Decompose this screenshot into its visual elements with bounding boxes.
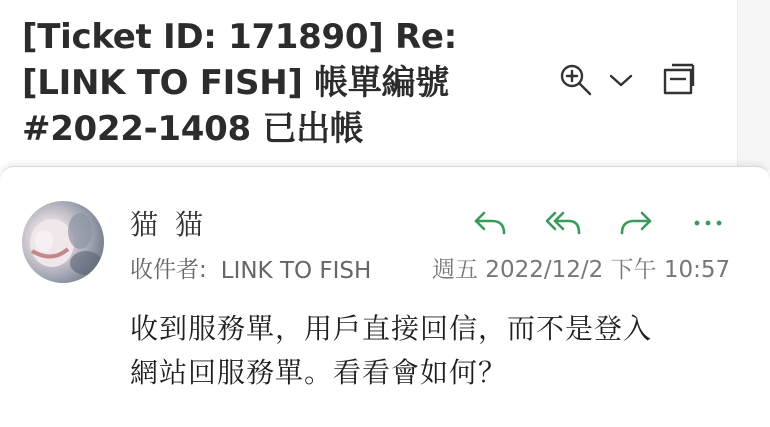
zoom-in-icon — [558, 62, 594, 98]
avatar[interactable] — [22, 201, 104, 283]
zoom-dropdown-button[interactable] — [603, 62, 639, 98]
reply-all-button[interactable] — [544, 205, 584, 241]
reply-icon — [472, 208, 508, 238]
open-window-button[interactable] — [658, 58, 700, 100]
message-card — [0, 166, 770, 427]
more-options-button[interactable] — [688, 205, 728, 241]
subject-line: #2022-1408 已出帳 — [22, 109, 364, 149]
recipient-row — [130, 251, 391, 284]
recipient-label: 收件者: — [130, 257, 207, 283]
sender-name[interactable]: 猫 猫 — [130, 208, 207, 241]
avatar-photo-icon — [22, 201, 104, 283]
reply-button[interactable] — [470, 205, 510, 241]
side-strip — [737, 0, 770, 170]
reply-all-icon — [545, 208, 583, 238]
zoom-button[interactable] — [556, 60, 596, 100]
message-date: 週五 2022/12/2 下午 10:57 — [432, 257, 731, 283]
forward-button[interactable] — [616, 205, 656, 241]
subject-title — [22, 14, 542, 152]
body-line: 網站回服務單。看看會如何？ — [130, 356, 508, 389]
more-icon — [693, 218, 723, 228]
message-body — [130, 307, 730, 395]
window-icon — [662, 62, 696, 96]
subject-line: [LINK TO FISH] 帳單編號 — [22, 63, 449, 103]
recipient-name[interactable]: LINK TO FISH — [220, 258, 372, 284]
subject-line: [Ticket ID: 171890] Re: — [22, 17, 457, 57]
chevron-down-icon — [607, 66, 635, 94]
forward-icon — [618, 208, 654, 238]
body-line: 收到服務單，用戶直接回信，而不是登入 — [130, 312, 653, 345]
